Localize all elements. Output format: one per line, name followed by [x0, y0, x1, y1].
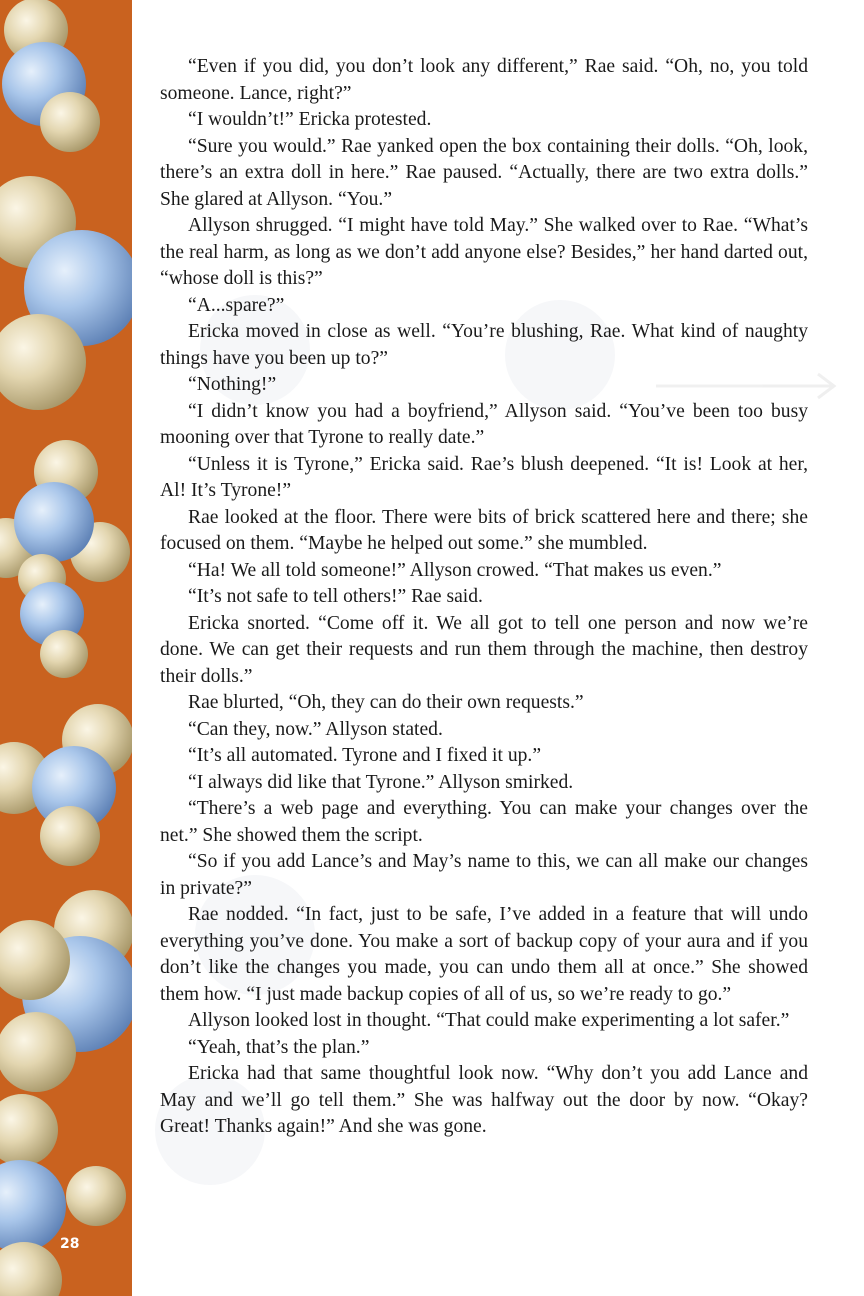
- story-text: [160, 54, 808, 1141]
- paragraph: “There’s a web page and everything. You can make your changes over the net.” She showed them the script.: [160, 798, 808, 846]
- paragraph: “Unless it is Tyrone,” Ericka said. Rae’s blush deepened. “It is! Look at her, Al! It’s Tyrone!”: [160, 453, 808, 501]
- paragraph: “A...spare?”: [188, 294, 285, 316]
- paragraph: “Yeah, that’s the plan.”: [188, 1036, 370, 1058]
- paragraph: “I didn’t know you had a boyfriend,” Allyson said. “You’ve been too busy mooning over that Tyrone to really date.”: [160, 400, 808, 448]
- paragraph: Ericka snorted. “Come off it. We all got to tell one person and now we’re done. We can get their requests and run them through the machine, then destroy their dolls.”: [160, 612, 808, 687]
- paragraph: “It’s all automated. Tyrone and I fixed it up.”: [188, 745, 542, 766]
- page-number: 28: [60, 1236, 80, 1252]
- blue-sphere: [0, 1160, 66, 1252]
- blue-sphere: [14, 482, 94, 562]
- paragraph: “Even if you did, you don’t look any different,” Rae said. “Oh, no, you told someone. Lance, right?”: [160, 56, 808, 104]
- paragraph: Ericka had that same thoughtful look now. “Why don’t you add Lance and May and we’ll go tell them.” She was halfway out the door by now. “Okay? Great! Thanks again!” And she was gone.: [160, 1063, 808, 1137]
- tan-sphere: [40, 806, 100, 866]
- paragraph: “Sure you would.” Rae yanked open the box containing their dolls. “Oh, look, there’s an extra doll in here.” Rae paused. “Actually, there are two extra dolls.” She glared at Allyson. “You.”: [160, 135, 808, 210]
- paragraph: “Ha! We all told someone!” Allyson crowed. “That makes us even.”: [188, 559, 722, 581]
- paragraph: “So if you add Lance’s and May’s name to this, we can all make our changes in private?”: [160, 851, 808, 899]
- paragraph: Rae nodded. “In fact, just to be safe, I’ve added in a feature that will undo everything you’ve done. You make a sort of backup copy of your aura and if you don’t like the changes you made, you can undo them all at once.” She showed them how. “I just made backup copies of all of us, so we’re ready to go.”: [160, 904, 808, 1005]
- paragraph: Rae looked at the floor. There were bits of brick scattered here and there; she focused on them. “Maybe he helped out some.” she mumbled.: [160, 506, 808, 554]
- paragraph: “I wouldn’t!” Ericka protested.: [188, 109, 432, 130]
- tan-sphere: [66, 1166, 126, 1226]
- molecule-decoration: [0, 0, 132, 1296]
- tan-sphere: [40, 630, 88, 678]
- paragraph: Allyson looked lost in thought. “That could make experimenting a lot safer.”: [188, 1010, 790, 1031]
- paragraph: “Can they, now.” Allyson stated.: [188, 718, 443, 740]
- paragraph: Allyson shrugged. “I might have told May.” She walked over to Rae. “What’s the real harm, as long as we don’t add anyone else? Besides,” her hand darted out, “whose doll is this?”: [160, 215, 808, 289]
- tan-sphere: [40, 92, 100, 152]
- paragraph: Ericka moved in close as well. “You’re blushing, Rae. What kind of naughty things have you been up to?”: [160, 321, 808, 369]
- paragraph: “It’s not safe to tell others!” Rae said.: [188, 586, 483, 607]
- paragraph: “Nothing!”: [188, 374, 277, 395]
- decorative-sidebar: [0, 0, 132, 1296]
- tan-sphere: [0, 1242, 62, 1296]
- paragraph: “I always did like that Tyrone.” Allyson smirked.: [188, 771, 574, 793]
- tan-sphere: [0, 1094, 58, 1166]
- paragraph: Rae blurted, “Oh, they can do their own requests.”: [188, 692, 584, 713]
